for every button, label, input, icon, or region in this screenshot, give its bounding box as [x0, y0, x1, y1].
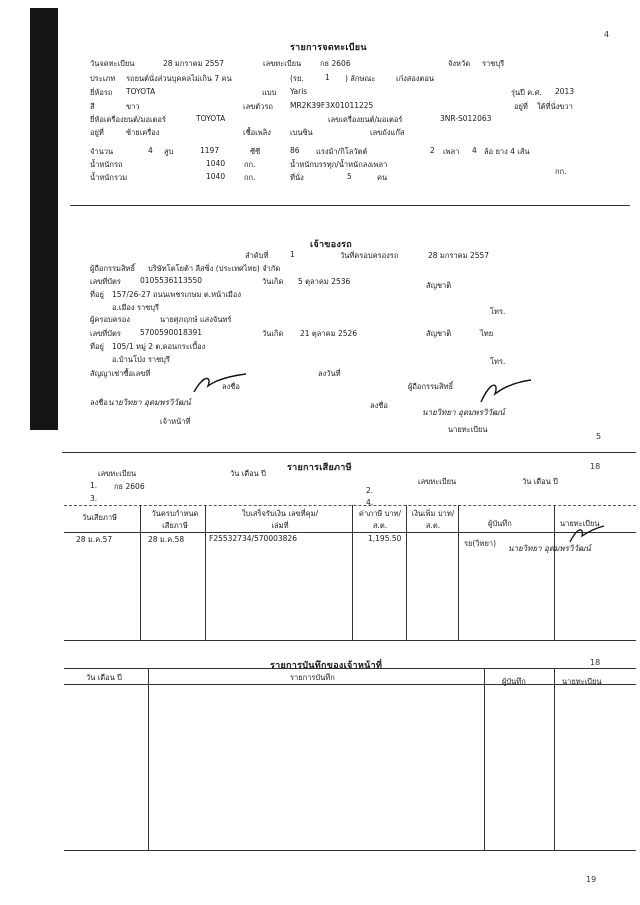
color-value: ขาว [126, 102, 140, 111]
province-label: จังหวัด [448, 59, 471, 68]
handwritten-signature-icon [475, 376, 535, 406]
tax-header-registrar: นายทะเบียน [560, 519, 600, 528]
holder-label: ผู้ถือกรรมสิทธิ์ [90, 264, 136, 273]
address4-value: อ.บ้านโป่ง ราชบุรี [112, 355, 170, 364]
sign-label-3: ลงชื่อ [370, 401, 388, 410]
model-label: แบบ [262, 88, 277, 97]
page-number-top: 4 [604, 30, 610, 39]
table-top-line [64, 505, 636, 506]
load-label: น้ำหนักบรรทุก/น้ำหนักลงเพลา [290, 160, 388, 169]
occupant-value: นายศุภฤกษ์ แสงจันทร์ [160, 315, 232, 324]
code-value: 1 [325, 73, 330, 82]
col-divider [140, 505, 141, 640]
tax-amount: 1,195.50 [368, 534, 402, 543]
sign-label-1: ลงชื่อ [222, 382, 240, 391]
vin-label: เลขตัวรถ [243, 102, 273, 111]
model-value: Yaris [290, 87, 308, 96]
tax-date-label-left: วัน เดือน ปี [230, 469, 266, 478]
cc-value: 1197 [200, 146, 220, 155]
engine-pos-label: อยู่ที่ [90, 128, 104, 137]
fuel-value: เบนซิน [290, 128, 313, 137]
tel-label: โทร. [490, 307, 506, 316]
engine-no-value: 3NR-S012063 [440, 114, 492, 123]
col-divider [205, 505, 206, 640]
born2-value: 21 ตุลาคม 2526 [300, 329, 358, 338]
weight-label: น้ำหนักรถ [90, 160, 123, 169]
col-divider [458, 505, 459, 640]
tax-header-amount: ค่าภาษี บาท/ส.ต. [358, 509, 402, 530]
card-label: เลขที่บัตร [90, 277, 121, 286]
brand-label: ยี่ห้อรถ [90, 88, 113, 97]
registrar-label: นายทะเบียน [448, 425, 488, 434]
reg-date-value: 28 มกราคม 2557 [163, 59, 225, 68]
sign-label-2: ลงชื่อ [90, 398, 108, 407]
engine-no-label: เลขเครื่องยนต์/มอเตอร์ [328, 115, 403, 124]
tax-registrar-stamp: นายวิทยา อุดมพรวิวัฒน์ [508, 544, 591, 553]
engine-brand-label: ยี่ห้อเครื่องยนต์/มอเตอร์ [90, 115, 166, 124]
officer-log-page-number: 18 [590, 658, 601, 667]
order-value: 1 [290, 250, 295, 259]
hp-value: 86 [290, 146, 300, 155]
engine-pos-value: ซ้ายเครื่อง [126, 128, 160, 137]
reg-date-label: วันจดทะเบียน [90, 59, 135, 68]
tax-header-due: วันครบกำหนด เสียภาษี [151, 509, 199, 530]
tax-page-number: 18 [590, 462, 601, 471]
occupant-label: ผู้ครอบครอง [90, 315, 130, 324]
tax-plate-label-left: เลขทะเบียน [98, 469, 137, 478]
tax-header-recorder: ผู้บันทึก [488, 519, 512, 528]
born-label: วันเกิด [262, 277, 284, 286]
tax-title: รายการเสียภาษี [287, 463, 352, 473]
nationality-label: สัญชาติ [426, 281, 452, 290]
cc-unit: ซีซี [250, 147, 261, 156]
order-label: ลำดับที่ [245, 251, 269, 260]
col-divider [484, 668, 485, 850]
load-unit: กก. [555, 167, 567, 176]
vin-pos-value: ใต้ที่นั่งขวา [537, 102, 573, 111]
born-value: 5 ตุลาคม 2536 [298, 277, 351, 286]
nationality2-value: ไทย [480, 329, 494, 338]
nationality2-label: สัญชาติ [426, 329, 452, 338]
wheels-value: 4 [472, 146, 477, 155]
tax-due-date: 28 ม.ค.58 [148, 535, 185, 544]
axle-unit: เพลา [443, 147, 460, 156]
gross-value: 1040 [206, 172, 226, 181]
table-header-line [64, 532, 636, 533]
born2-label: วันเกิด [262, 329, 284, 338]
tax-header-paid: วันเสียภาษี [82, 513, 117, 522]
log-header-entry: รายการบันทึก [290, 673, 335, 682]
log-header-date: วัน เดือน ปี [86, 673, 122, 682]
card-value: 0105536113550 [140, 276, 203, 285]
tax-row-2: 2. [366, 486, 374, 495]
officer-log-title: รายการบันทึกของเจ้าหน้าที่ [270, 661, 383, 671]
address3-label: ที่อยู่ [90, 342, 104, 351]
tank-label: เลขถังแก๊ส [370, 128, 405, 137]
vin-pos-label: อยู่ที่ [514, 102, 528, 111]
tel2-label: โทร. [490, 357, 506, 366]
tax-header-extra: เงินเพิ่ม บาท/ส.ต. [411, 509, 455, 530]
possess-label: วันที่ครอบครองรถ [340, 251, 399, 260]
cylinders-value: 4 [148, 146, 153, 155]
log-header-recorder: ผู้บันทึก [502, 677, 526, 686]
owner-title: เจ้าของรถ [310, 240, 353, 250]
tax-row-3: 3. [90, 494, 98, 503]
tax-header-receipt: ใบเสร็จรับเงิน เลขที่คุม/เล่มที่ [241, 509, 319, 530]
brand-value: TOYOTA [126, 87, 156, 96]
possess-date: 28 มกราคม 2557 [428, 251, 490, 260]
col-divider [352, 505, 353, 640]
cylinders-label: จำนวน [90, 147, 114, 156]
tax-receipt-no: F25532734/570003826 [209, 534, 297, 543]
tax-paid-date: 28 ม.ค.57 [76, 535, 113, 544]
log-bottom-line [64, 850, 636, 851]
tax-row1-plate: กธ 2606 [114, 482, 145, 491]
col-divider [148, 668, 149, 850]
tax-date-label-right: วัน เดือน ปี [522, 477, 558, 486]
log-header-line [64, 684, 636, 685]
log-top-line [64, 668, 636, 669]
engine-brand-value: TOYOTA [196, 114, 226, 123]
col-divider [554, 505, 555, 640]
card2-value: 5700590018391 [140, 328, 203, 337]
holder-value: บริษัทโตโยต้า ลีสซิ่ง (ประเทศไทย) จำกัด [148, 264, 281, 273]
hp-unit: แรงม้า/กิโลวัตต์ [316, 147, 368, 156]
contract-date-label: ลงวันที่ [318, 369, 341, 378]
type-label: ประเภท [90, 74, 116, 83]
contract-label: สัญญาเช่าซื้อเลขที่ [90, 369, 151, 378]
color-label: สี [90, 102, 95, 111]
card2-label: เลขที่บัตร [90, 329, 121, 338]
page-number-bottom: 19 [586, 875, 597, 884]
officer-signature-stamp: นายวิทยา อุดมพรวิวัฒน์ [108, 398, 191, 407]
fuel-label: เชื้อเพลิง [243, 128, 271, 137]
col-divider [554, 668, 555, 850]
plate-label: เลขทะเบียน [263, 59, 302, 68]
registration-title: รายการจดทะเบียน [290, 43, 367, 53]
year-value: 2013 [555, 87, 575, 96]
registrar-signature-stamp: นายวิทยา อุดมพรวิวัฒน์ [422, 408, 505, 417]
type-value: รถยนต์นั่งส่วนบุคคลไม่เกิน 7 คน [126, 74, 232, 83]
address-label: ที่อยู่ [90, 290, 104, 299]
style-value: เก๋งสองตอน [396, 74, 435, 83]
handwritten-signature-icon [566, 524, 606, 546]
log-header-registrar: นายทะเบียน [562, 677, 602, 686]
address3-value: 105/1 หมู่ 2 ต.ดอนกระเบื้อง [112, 342, 206, 351]
col-divider [406, 505, 407, 640]
plate-value: กธ 2606 [320, 59, 351, 68]
year-label: รุ่นปี ค.ศ. [511, 88, 542, 97]
table-bottom-line [64, 640, 636, 641]
seats-value: 5 [347, 172, 352, 181]
province-value: ราชบุรี [482, 59, 505, 68]
weight-value: 1040 [206, 159, 226, 168]
tax-recorder: รย(วิทยา) [464, 539, 497, 548]
gross-unit: กก. [244, 173, 256, 182]
axle-value: 2 [430, 146, 435, 155]
side-number: 5 [596, 432, 602, 441]
weight-unit: กก. [244, 160, 256, 169]
cylinders-unit: สูบ [164, 147, 174, 156]
section-divider [62, 452, 636, 453]
vin-value: MR2K39F3X01011225 [290, 101, 374, 110]
tax-plate-label-right: เลขทะเบียน [418, 477, 457, 486]
scan-redaction-bar [30, 8, 58, 430]
seats-label: ที่นั่ง [290, 173, 304, 182]
tax-row-4: 4. [366, 498, 374, 507]
style-label: ) ลักษณะ [345, 74, 376, 83]
section-divider [70, 205, 630, 206]
officer-label: เจ้าหน้าที่ [160, 417, 191, 426]
wheels-unit: ล้อ ยาง 4 เส้น [484, 147, 530, 156]
handwritten-signature-icon [190, 372, 250, 396]
tax-row-1: 1. [90, 481, 98, 490]
address-line2: อ.เมือง ราชบุรี [112, 303, 160, 312]
code-label: (รย. [290, 74, 304, 83]
address-value: 157/26-27 ถนนเพชรเกษม ต.หน้าเมือง [112, 290, 242, 299]
gross-label: น้ำหนักรวม [90, 173, 128, 182]
sign-holder-label: ผู้ถือกรรมสิทธิ์ [408, 382, 454, 391]
seats-unit: คน [377, 173, 388, 182]
